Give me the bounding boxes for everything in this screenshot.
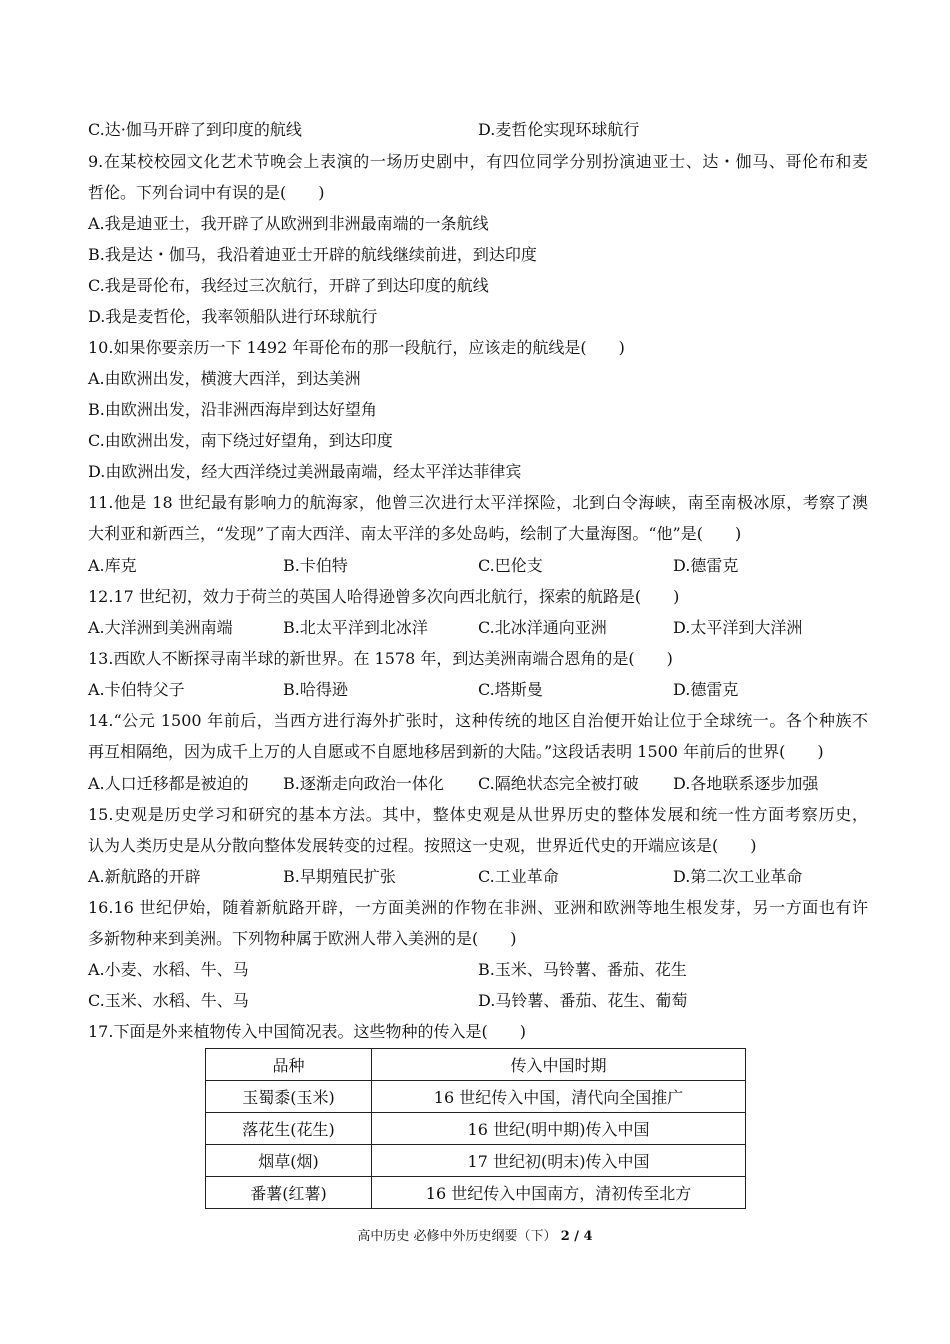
- table-cell: 番薯(红薯): [206, 1177, 372, 1209]
- q11-stem-line1: 11.他是 18 世纪最有影响力的航海家，他曾三次进行太平洋探险，北到白令海峡，南至南极冰原，考察了澳: [88, 493, 868, 512]
- q11-option-b: B.卡伯特: [283, 556, 348, 575]
- q15-option-d: D.第二次工业革命: [673, 867, 803, 886]
- q9-option-a: A.我是迪亚士，我开辟了从欧洲到非洲最南端的一条航线: [88, 214, 489, 233]
- q15-option-a: A.新航路的开辟: [88, 867, 201, 886]
- table-cell: 16 世纪传入中国南方，清初传至北方: [372, 1177, 746, 1209]
- q11-option-c: C.巴伦支: [478, 556, 543, 575]
- q12-option-a: A.大洋洲到美洲南端: [88, 618, 233, 637]
- q11-options: [88, 556, 868, 576]
- q13-option-b: B.哈得逊: [283, 680, 348, 699]
- q15-stem-line2: 认为人类历史是从分散向整体发展转变的过程。按照这一史观，世界近代史的开端应该是( ): [88, 836, 757, 855]
- q16-options-cd: [88, 991, 868, 1011]
- q15-option-c: C.工业革命: [478, 867, 559, 886]
- q12-stem: 12.17 世纪初，效力于荷兰的英国人哈得逊曾多次向西北航行，探索的航路是( ): [88, 587, 680, 606]
- table-row: [206, 1081, 746, 1113]
- q9-stem-line1: 9.在某校校园文化艺术节晚会上表演的一场历史剧中，有四位同学分别扮演迪亚士、达・伽马、哥伦布和麦: [88, 152, 868, 171]
- q15-stem-line1: 15.史观是历史学习和研究的基本方法。其中，整体史观是从世界历史的整体发展和统一性方面考察历史，: [88, 805, 868, 824]
- q10-stem: 10.如果你要亲历一下 1492 年哥伦布的那一段航行，应该走的航线是( ): [88, 338, 625, 357]
- q11-option-d: D.德雷克: [673, 556, 739, 575]
- q9-stem-line2: 哲伦。下列台词中有误的是( ): [88, 183, 325, 202]
- q12-option-b: B.北太平洋到北冰洋: [283, 618, 428, 637]
- q9-option-c: C.我是哥伦布，我经过三次航行，开辟了到达印度的航线: [88, 276, 489, 295]
- q8-options-cd: [88, 120, 868, 140]
- q12-option-c: C.北冰洋通向亚洲: [478, 618, 607, 637]
- q16-stem-line2: 多新物种来到美洲。下列物种属于欧洲人带入美洲的是( ): [88, 929, 517, 948]
- table-header-cell: 品种: [206, 1049, 372, 1081]
- q14-option-d: D.各地联系逐步加强: [673, 774, 819, 793]
- q8-option-c: C.达·伽马开辟了到印度的航线: [88, 120, 302, 139]
- table-cell: 落花生(花生): [206, 1113, 372, 1145]
- q14-option-b: B.逐渐走向政治一体化: [283, 774, 444, 793]
- q16-option-b: B.玉米、马铃薯、番茄、花生: [478, 960, 687, 979]
- q13-option-c: C.塔斯曼: [478, 680, 543, 699]
- q14-stem-line1: 14.“公元 1500 年前后，当西方进行海外扩张时，这种传统的地区自治便开始让位于全球统一。各个种族不: [88, 711, 868, 730]
- table-cell: 烟草(烟): [206, 1145, 372, 1177]
- q16-stem-line1: 16.16 世纪伊始，随着新航路开辟，一方面美洲的作物在非洲、亚洲和欧洲等地生根发芽，另一方面也有许: [88, 898, 868, 917]
- q14-option-a: A.人口迁移都是被迫的: [88, 774, 249, 793]
- q16-option-a: A.小麦、水稻、牛、马: [88, 960, 249, 979]
- table-header-cell: 传入中国时期: [372, 1049, 746, 1081]
- plants-table: [205, 1048, 746, 1209]
- q14-stem-line2: 再互相隔绝，因为成千上万的人自愿或不自愿地移居到新的大陆。”这段话表明 1500 年前后的世界( ): [88, 742, 824, 761]
- table-cell: 玉蜀黍(玉米): [206, 1081, 372, 1113]
- q10-option-c: C.由欧洲出发，南下绕过好望角，到达印度: [88, 431, 393, 450]
- q10-option-b: B.由欧洲出发，沿非洲西海岸到达好望角: [88, 400, 377, 419]
- footer-title: 高中历史 必修中外历史纲要（下）: [357, 1229, 557, 1244]
- q16-option-d: D.马铃薯、番茄、花生、葡萄: [478, 991, 688, 1010]
- q17-stem: 17.下面是外来植物传入中国简况表。这些物种的传入是( ): [88, 1022, 526, 1041]
- q16-options-ab: [88, 960, 868, 980]
- q13-option-a: A.卡伯特父子: [88, 680, 185, 699]
- table-cell: 17 世纪初(明末)传入中国: [372, 1145, 746, 1177]
- q15-options: [88, 867, 868, 887]
- q14-options: [88, 774, 868, 794]
- q11-stem-line2: 大利亚和新西兰，“发现”了南大西洋、南太平洋的多处岛屿，绘制了大量海图。“他”是( ): [88, 524, 742, 543]
- q13-options: [88, 680, 868, 700]
- q10-option-a: A.由欧洲出发，横渡大西洋，到达美洲: [88, 369, 361, 388]
- q13-stem: 13.西欧人不断探寻南半球的新世界。在 1578 年，到达美洲南端合恩角的是( ): [88, 649, 673, 668]
- q12-options: [88, 618, 868, 638]
- q12-option-d: D.太平洋到大洋洲: [673, 618, 803, 637]
- page-footer: [0, 1225, 950, 1244]
- table-row: [206, 1113, 746, 1145]
- q10-option-d: D.由欧洲出发，经大西洋绕过美洲最南端，经太平洋达菲律宾: [88, 462, 522, 481]
- table-row: [206, 1177, 746, 1209]
- q11-option-a: A.库克: [88, 556, 137, 575]
- q8-option-d: D.麦哲伦实现环球航行: [478, 120, 640, 139]
- q14-option-c: C.隔绝状态完全被打破: [478, 774, 639, 793]
- q16-option-c: C.玉米、水稻、牛、马: [88, 991, 249, 1010]
- table-row: [206, 1145, 746, 1177]
- table-cell: 16 世纪(明中期)传入中国: [372, 1113, 746, 1145]
- q13-option-d: D.德雷克: [673, 680, 739, 699]
- q9-option-d: D.我是麦哲伦，我率领船队进行环球航行: [88, 307, 378, 326]
- q9-option-b: B.我是达・伽马，我沿着迪亚士开辟的航线继续前进，到达印度: [88, 245, 537, 264]
- page-number: 2 / 4: [560, 1229, 593, 1244]
- table-cell: 16 世纪传入中国，清代向全国推广: [372, 1081, 746, 1113]
- table-header-row: [206, 1049, 746, 1081]
- q15-option-b: B.早期殖民扩张: [283, 867, 396, 886]
